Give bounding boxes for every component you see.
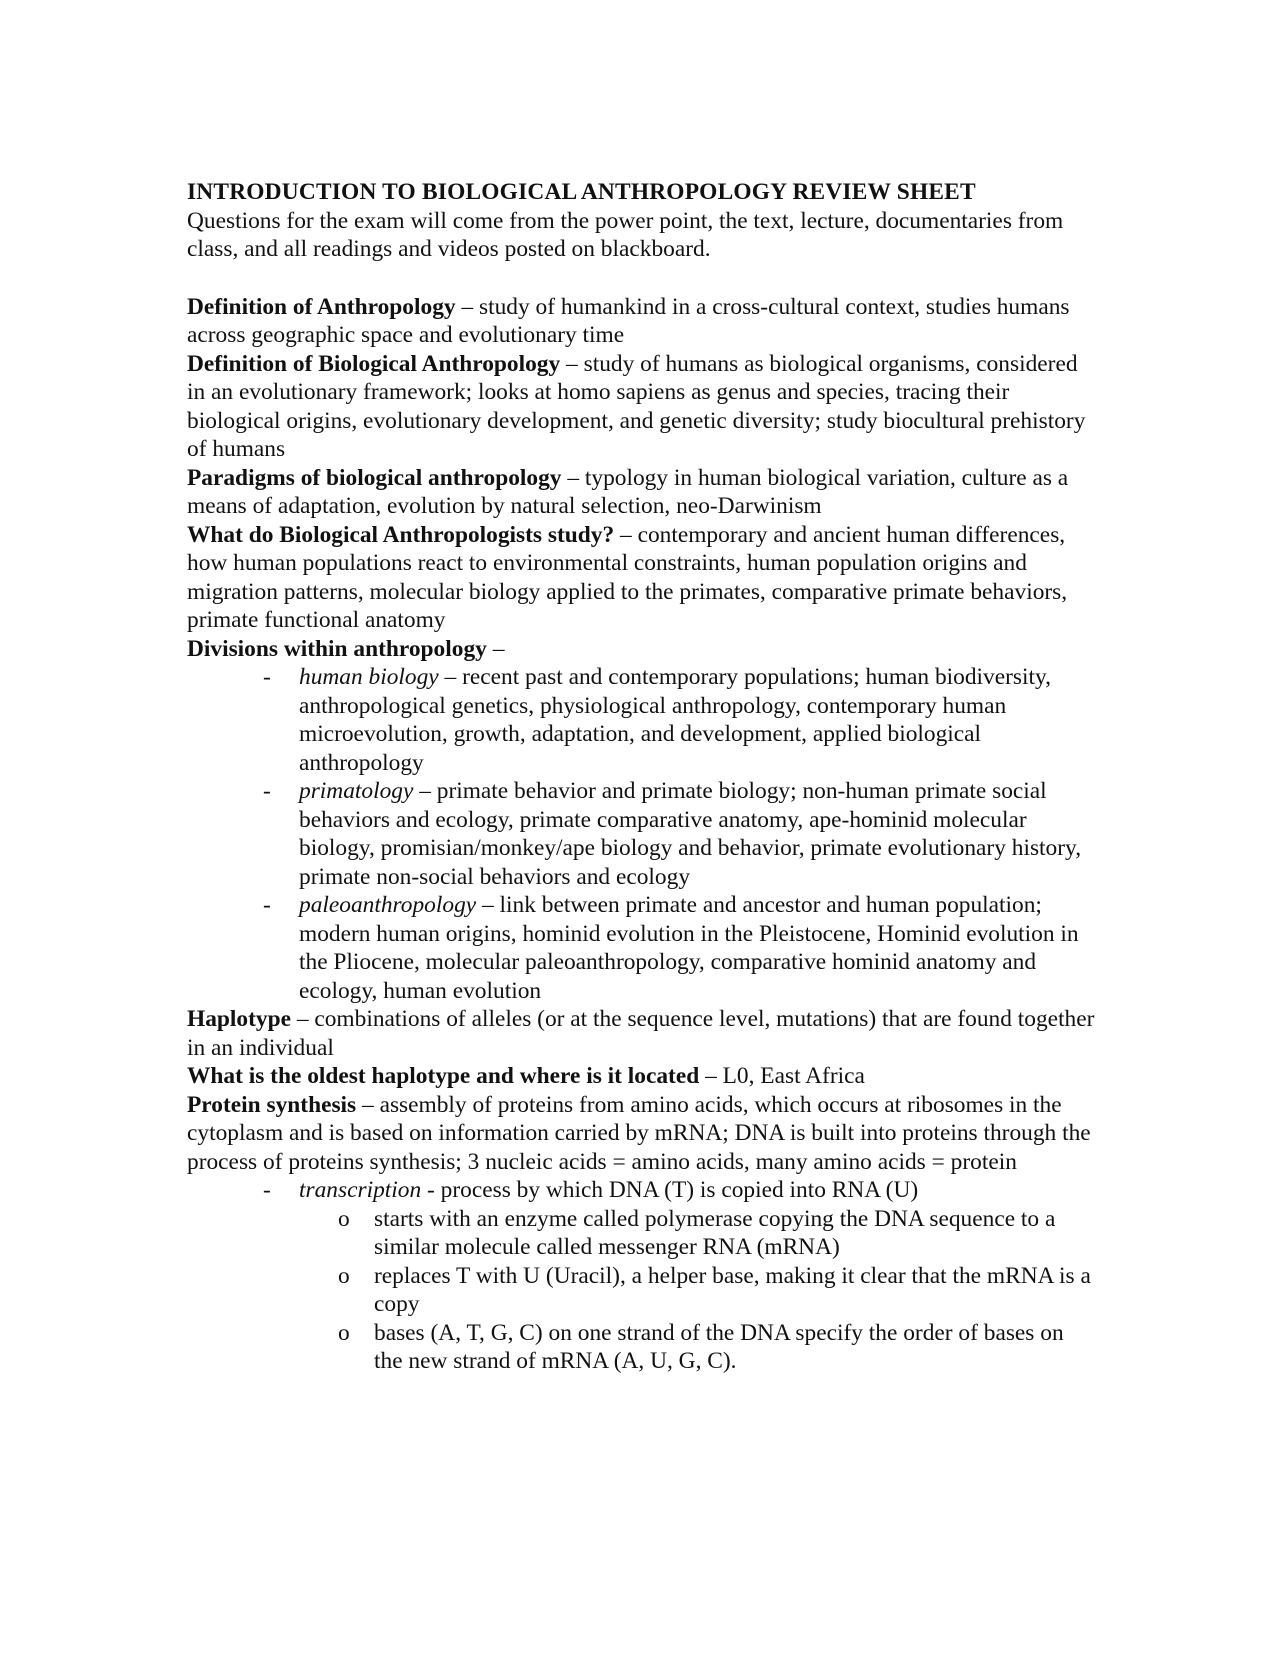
list-item [187, 1176, 1097, 1205]
entry-separator: – [560, 350, 584, 377]
entry-separator: – [356, 1091, 380, 1118]
division-separator: – [413, 778, 437, 804]
division-separator: – [438, 664, 463, 690]
division-separator: – [476, 892, 500, 918]
circle-bullet: o [338, 1205, 350, 1232]
entry-biological-anthropology [187, 350, 1097, 464]
list-item [187, 777, 1097, 891]
division-term: primatology [299, 778, 414, 804]
dash-bullet: - [263, 778, 271, 804]
transcription-points-list [187, 1205, 1097, 1376]
transcription-description: process by which DNA (T) is copied into RNA (U) [440, 1177, 919, 1203]
entry-term: Divisions within anthropology [187, 635, 487, 662]
entry-separator: – [699, 1063, 723, 1089]
entry-paradigms [187, 464, 1097, 521]
entry-term: Haplotype [187, 1006, 291, 1032]
entry-definition: typology in human biological variation, culture as a means of adaptation, evolution by natural selection, neo-Darwinism [187, 464, 1069, 519]
dash-bullet: - [263, 664, 271, 690]
division-term: human biology [299, 664, 439, 690]
entry-anthropology [187, 293, 1097, 350]
paragraph-spacer [187, 264, 1097, 293]
entry-definition: combinations of alleles (or at the sequence level, mutations) that are found together in an individual [187, 1006, 1095, 1061]
entry-term: Paradigms of biological anthropology [187, 464, 562, 491]
entry-separator: – [561, 464, 585, 491]
page-title: INTRODUCTION TO BIOLOGICAL ANTHROPOLOGY REVIEW SHEET [187, 179, 976, 205]
entry-definition: study of humans as biological organisms, considered in an evolutionary framework; looks at homo sapiens as genus and species, tracing their biological origins, evolutionary development, and genetic diversity; study biocultural prehistory of humans [187, 350, 1086, 462]
dash-bullet: - [263, 1177, 271, 1203]
list-item [187, 891, 1097, 1005]
entry-what-study [187, 521, 1097, 635]
dash-bullet: - [263, 892, 271, 918]
entry-definition: L0, East Africa [722, 1063, 865, 1089]
entry-separator: – [290, 1006, 315, 1032]
circle-bullet: o [338, 1262, 350, 1289]
entry-separator: – [614, 521, 638, 548]
entry-term: What do Biological Anthropologists study? [187, 521, 615, 548]
entry-term: Definition of Anthropology [187, 293, 456, 320]
entry-definition: assembly of proteins from amino acids, which occurs at ribosomes in the cytoplasm and is based on information carried by mRNA; DNA is built into proteins through the process of proteins synthesis; 3 nucleic acids = amino acids, many amino acids = protein [187, 1091, 1091, 1175]
list-item [187, 1262, 1097, 1319]
entry-definition: study of humankind in a cross-cultural context, studies humans across geographic space and evolutionary time [187, 293, 1070, 348]
list-item [187, 663, 1097, 777]
entry-oldest-haplotype [187, 1062, 1097, 1091]
transcription-point: replaces T with U (Uracil), a helper base, making it clear that the mRNA is a copy [374, 1262, 1091, 1317]
division-description: recent past and contemporary populations; human biodiversity, anthropological genetics, physiological anthropology, contemporary human microevolution, growth, adaptation, and development, applied biological anthropology [299, 664, 1052, 776]
entry-separator: – [455, 293, 479, 320]
transcription-point: bases (A, T, G, C) on one strand of the DNA specify the order of bases on the new strand of mRNA (A, U, G, C). [374, 1319, 1064, 1374]
entry-term: What is the oldest haplotype and where is it located [187, 1063, 700, 1089]
transcription-point: starts with an enzyme called polymerase copying the DNA sequence to a similar molecule called messenger RNA (mRNA) [374, 1205, 1056, 1260]
circle-bullet: o [338, 1319, 350, 1346]
entry-term: Definition of Biological Anthropology [187, 350, 561, 377]
list-item [187, 1319, 1097, 1376]
list-item [187, 1205, 1097, 1262]
entry-term: Protein synthesis [187, 1091, 357, 1118]
transcription-term: transcription [299, 1177, 422, 1203]
protein-synthesis-list [187, 1176, 1097, 1205]
document-body [187, 178, 1097, 1376]
entry-separator: – [486, 635, 505, 662]
division-description: link between primate and ancestor and human population; modern human origins, hominid evolution in the Pleistocene, Hominid evolution in the Pliocene, molecular paleoanthropology, comparative hominid anatomy and ecology, human evolution [299, 892, 1079, 1004]
entry-protein-synthesis [187, 1091, 1097, 1177]
divisions-list [187, 663, 1097, 1005]
entry-haplotype [187, 1005, 1097, 1062]
intro-paragraph: Questions for the exam will come from the power point, the text, lecture, documentaries from class, and all readings and videos posted on blackboard. [187, 207, 1064, 262]
entry-definition: contemporary and ancient human differences, how human populations react to environmental constraints, human population origins and migration patterns, molecular biology applied to the primates, comparative primate behaviors, primate functional anatomy [187, 521, 1068, 633]
transcription-separator: - [421, 1177, 441, 1203]
entry-divisions [187, 635, 1097, 664]
division-description: primate behavior and primate biology; non-human primate social behaviors and ecology, primate comparative anatomy, ape-hominid molecular biology, promisian/monkey/ape biology and behavior, primate evolutionary history, primate non-social behaviors and ecology [299, 778, 1082, 890]
division-term: paleoanthropology [299, 892, 477, 918]
